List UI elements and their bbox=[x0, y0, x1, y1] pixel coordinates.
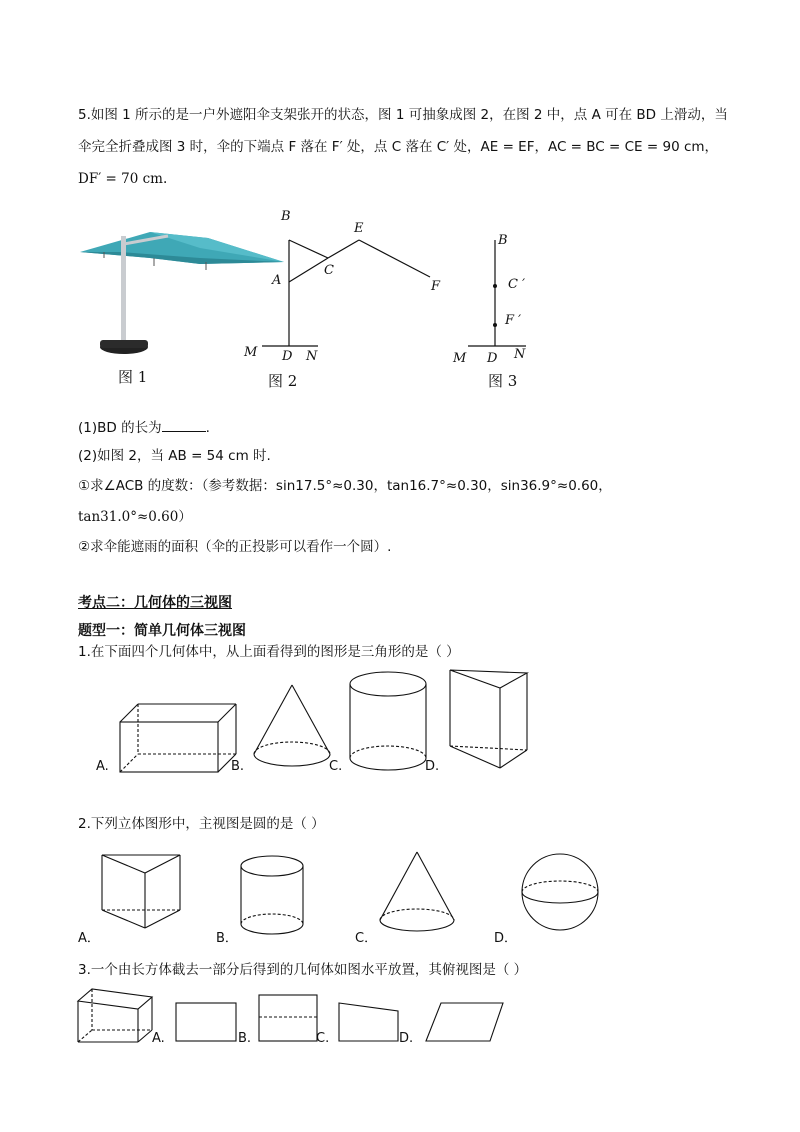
umbrella-illustration bbox=[80, 232, 284, 354]
q1-text: 1.在下面四个几何体中，从上面看得到的图形是三角形的是（ ） bbox=[78, 644, 460, 660]
q2-option-d-figure bbox=[522, 854, 598, 930]
q1-option-c-figure bbox=[350, 672, 426, 770]
fig2-label-F: F bbox=[431, 279, 441, 294]
fig3-label-M: M bbox=[453, 351, 467, 366]
fig2-label-N: N bbox=[306, 349, 318, 364]
answer-blank[interactable] bbox=[162, 418, 206, 432]
q5-figures bbox=[0, 0, 800, 400]
q3-option-a-figure bbox=[176, 1003, 236, 1041]
fig3-point-F bbox=[493, 323, 497, 327]
q5-sub2: (2)如图 2，当 AB = 54 cm 时. bbox=[78, 448, 271, 464]
q2-text: 2.下列立体图形中，主视图是圆的是（ ） bbox=[78, 816, 325, 832]
q5-sub1-text: (1)BD 的长为 bbox=[78, 420, 162, 436]
q3-option-b-figure bbox=[259, 995, 317, 1041]
fig3-point-C bbox=[493, 284, 497, 288]
fig2-label-C: C bbox=[324, 263, 334, 278]
q2-option-c-figure bbox=[380, 852, 454, 931]
q1-option-b[interactable]: B. bbox=[231, 759, 245, 774]
q3-text: 3.一个由长方体截去一部分后得到的几何体如图水平放置，其俯视图是（ ） bbox=[78, 962, 528, 978]
q5-sub2b: ②求伞能遮雨的面积（伞的正投影可以看作一个圆）. bbox=[78, 539, 392, 555]
q5-text-line3: DF′ = 70 cm. bbox=[78, 171, 168, 187]
fig3-diagram bbox=[468, 240, 526, 346]
fig2-label-E: E bbox=[354, 221, 364, 236]
q1-option-b-figure bbox=[254, 685, 330, 766]
q5-sub1-end: . bbox=[205, 420, 210, 436]
q2-option-a-figure bbox=[102, 855, 180, 928]
q2-option-a[interactable]: A． bbox=[78, 931, 100, 946]
q3-solid-figure bbox=[78, 989, 152, 1042]
q1-option-a-figure bbox=[120, 704, 236, 772]
fig2-diagram bbox=[262, 240, 430, 346]
fig1-caption: 图 1 bbox=[118, 368, 148, 386]
fig3-label-N: N bbox=[514, 347, 526, 362]
q1-option-d[interactable]: D. bbox=[425, 759, 440, 774]
q2-option-c[interactable]: C． bbox=[355, 931, 378, 946]
section-title: 考点二：几何体的三视图 bbox=[78, 595, 232, 611]
q5-text-line1: 5.如图 1 所示的是一户外遮阳伞支架张开的状态，图 1 可抽象成图 2，在图 2 中，点 A 可在 BD 上滑动，当 bbox=[78, 107, 728, 123]
fig2-label-B: B bbox=[281, 209, 291, 224]
q2-option-b[interactable]: B． bbox=[216, 931, 238, 946]
fig2-label-D: D bbox=[282, 349, 293, 364]
q5-sub2a: ①求∠ACB 的度数：（参考数据：sin17.5°≈0.30，tan16.7°≈0.30，sin36.9°≈0.60， bbox=[78, 478, 612, 494]
q3-option-b[interactable]: B. bbox=[238, 1031, 252, 1046]
q2-option-d[interactable]: D． bbox=[494, 931, 518, 946]
fig3-label-C: C ′ bbox=[508, 277, 526, 292]
fig2-label-A: A bbox=[272, 273, 282, 288]
q3-option-d-figure bbox=[426, 1003, 503, 1041]
fig2-label-M: M bbox=[244, 345, 258, 360]
fig3-label-D: D bbox=[487, 351, 498, 366]
fig3-caption: 图 3 bbox=[488, 372, 518, 390]
q3-option-a[interactable]: A. bbox=[152, 1031, 165, 1046]
q5-sub1 bbox=[78, 418, 210, 437]
q1-option-a[interactable]: A. bbox=[96, 759, 109, 774]
fig2-caption: 图 2 bbox=[268, 372, 298, 390]
section-subtitle: 题型一：简单几何体三视图 bbox=[78, 623, 246, 639]
q2-option-b-figure bbox=[241, 856, 303, 934]
fig3-label-F: F ′ bbox=[505, 313, 522, 328]
q3-option-d[interactable]: D. bbox=[399, 1031, 414, 1046]
fig3-label-B: B bbox=[498, 233, 508, 248]
q3-option-c-figure bbox=[339, 1003, 398, 1041]
q5-sub2a-cont: tan31.0°≈0.60） bbox=[78, 509, 192, 525]
q3-option-c[interactable]: C. bbox=[316, 1031, 330, 1046]
q1-option-d-figure bbox=[450, 670, 527, 768]
q1-option-c[interactable]: C. bbox=[329, 759, 343, 774]
q5-text-line2: 伞完全折叠成图 3 时，伞的下端点 F 落在 F′ 处，点 C 落在 C′ 处，AE = EF，AC = BC = CE = 90 cm， bbox=[78, 139, 719, 155]
